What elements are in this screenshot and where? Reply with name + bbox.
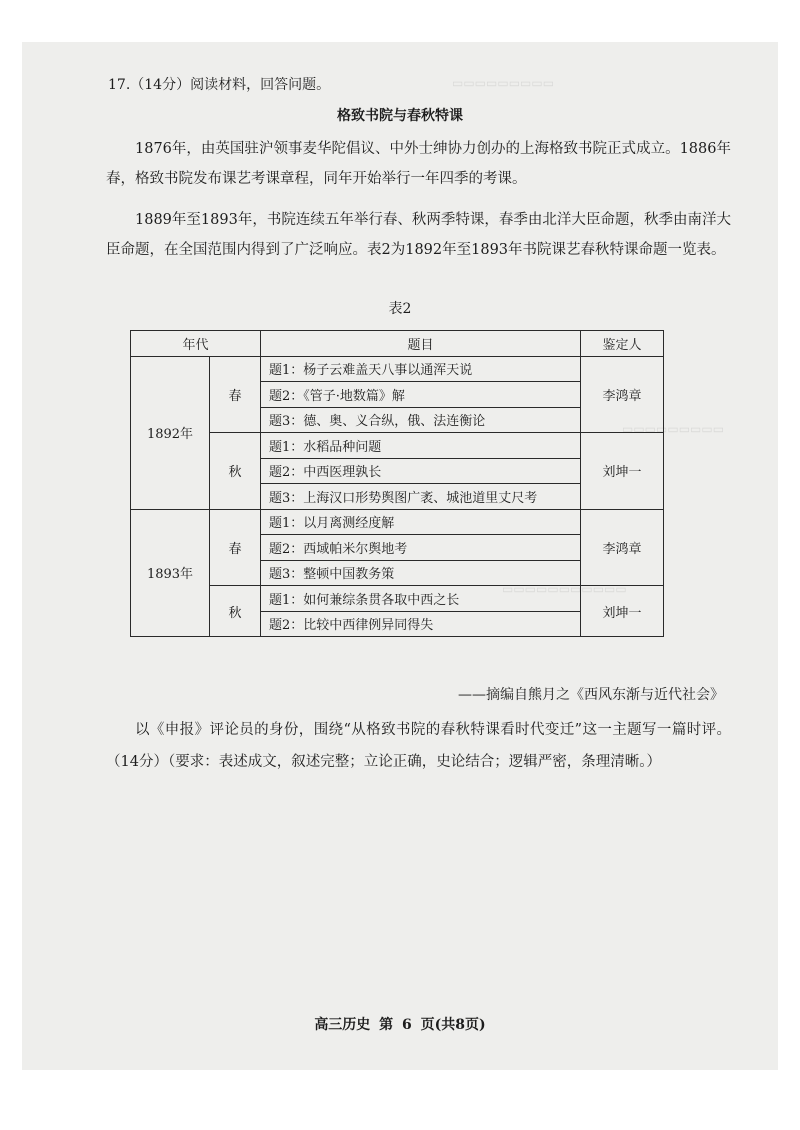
table-row [131, 586, 664, 612]
topic-cell: 题3：德、奥、义合纵，俄、法连衡论 [261, 407, 581, 433]
material-title: 格致书院与春秋特课 [337, 108, 463, 124]
topic-cell: 题3：整顿中国教务策 [261, 560, 581, 586]
topic-cell: 题1：如何兼综条贯各取中西之长 [261, 586, 581, 612]
header-era: 年代 [131, 331, 261, 357]
topic-cell: 题1：杨子云难盖天八事以通浑天说 [261, 356, 581, 382]
topic-cell: 题2：比较中西律例异同得失 [261, 611, 581, 637]
table-row [131, 356, 664, 382]
topic-cell: 题2：《管子·地数篇》解 [261, 382, 581, 408]
topic-cell: 题3：上海汉口形势舆图广袤、城池道里丈尺考 [261, 484, 581, 510]
show-through-mark: ▭▭▭▭▭▭▭▭▭ [452, 76, 555, 90]
year-cell: 1893年 [131, 509, 210, 637]
show-through-mark: ▭▭▭▭▭▭▭▭▭▭▭ [502, 582, 627, 596]
topics-table [130, 330, 664, 637]
year-cell: 1892年 [131, 356, 210, 509]
season-cell: 春 [210, 356, 261, 433]
material-paragraph-2: 1889年至1893年，书院连续五年举行春、秋两季特课，春季由北洋大臣命题，秋季由南洋大臣命题，在全国范围内得到了广泛响应。表2为1892年至1893年书院课艺春秋特课命题一览表。 [106, 212, 731, 258]
judge-cell: 李鸿章 [581, 356, 664, 433]
judge-cell: 刘坤一 [581, 586, 664, 637]
topic-cell: 题1：以月离测经度解 [261, 509, 581, 535]
header-judge: 鉴定人 [581, 331, 664, 357]
season-cell: 秋 [210, 586, 261, 637]
table-header-row [131, 331, 664, 357]
table-row [131, 433, 664, 459]
season-cell: 春 [210, 509, 261, 586]
question-header: 17.（14分）阅读材料，回答问题。 [108, 77, 331, 93]
header-topic: 题目 [261, 331, 581, 357]
material-paragraph-1: 1876年，由英国驻沪领事麦华陀倡议、中外士绅协力创办的上海格致书院正式成立。1886年春，格致书院发布课艺考课章程，同年开始举行一年四季的考课。 [106, 141, 731, 187]
show-through-mark: ▭▭▭▭▭▭▭▭▭ [622, 422, 725, 436]
judge-cell: 李鸿章 [581, 509, 664, 586]
essay-prompt: 以《申报》评论员的身份，围绕“从格致书院的春秋特课看时代变迁”这一主题写一篇时评。（14分）（要求：表述成文，叙述完整；立论正确，史论结合；逻辑严密，条理清晰。） [106, 722, 731, 770]
judge-cell: 刘坤一 [581, 433, 664, 510]
page-footer: 高三历史 第 6 页(共8页) [314, 1017, 486, 1033]
table-row [131, 509, 664, 535]
topic-cell: 题2：西域帕米尔舆地考 [261, 535, 581, 561]
season-cell: 秋 [210, 433, 261, 510]
topic-cell: 题2：中西医理孰长 [261, 458, 581, 484]
exam-page [22, 42, 778, 1070]
topic-cell: 题1：水稻品种问题 [261, 433, 581, 459]
table-title: 表2 [388, 301, 412, 317]
source-citation: ——摘编自熊月之《西风东渐与近代社会》 [458, 687, 724, 703]
